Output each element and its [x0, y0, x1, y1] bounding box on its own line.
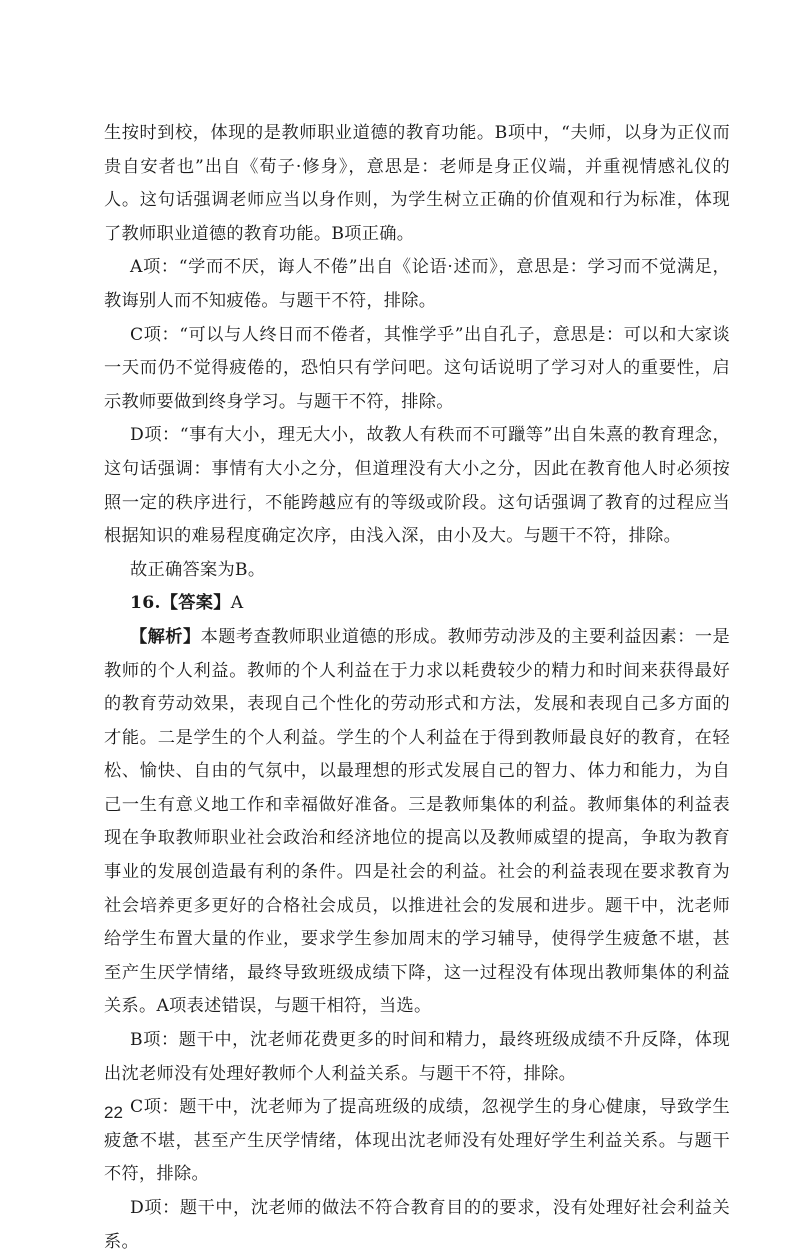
answer-label: 16.【答案】 [130, 593, 231, 614]
paragraph-d-option: D项：“事有大小，理无大小，故教人有秩而不可躐等”出自朱熹的教育理念，这句话强调：事情有大小之分，但道理没有大小之分，因此在教育他人时必须按照一定的秩序进行，不能跨越应有的等级或阶段。这句话强调了教育的过程应当根据知识的难易程度确定次序，由浅入深，由小及大。与题干不符，排除。 [104, 425, 730, 547]
paragraph-a-option: A项：“学而不厌，诲人不倦”出自《论语·述而》，意思是：学习而不觉满足，教诲别人而不知疲倦。与题干不符，排除。 [104, 257, 730, 311]
paragraph-d-option-2: D项：题干中，沈老师的做法不符合教育目的的要求，没有处理好社会利益关系。 [104, 1198, 730, 1252]
analysis-paragraph [104, 621, 730, 1024]
analysis-label: 【解析】 [130, 626, 201, 647]
answer-line [104, 587, 730, 621]
analysis-text: 本题考查教师职业道德的形成。教师劳动涉及的主要利益因素：一是教师的个人利益。教师的个人利益在于力求以耗费较少的精力和时间来获得最好的教育劳动效果，表现自己个性化的劳动形式和方法，发展和表现自己多方面的才能。二是学生的个人利益。学生的个人利益在于得到教师最良好的教育，在轻松、愉快、自由的气氛中，以最理想的形式发展自己的智力、体力和能力，为自己一生有意义地工作和幸福做好准备。三是教师集体的利益。教师集体的利益表现在争取教师职业社会政治和经济地位的提高以及教师威望的提高，争取为教育事业的发展创造最有利的条件。四是社会的利益。社会的利益表现在要求教育为社会培养更多更好的合格社会成员，以推进社会的发展和进步。题干中，沈老师给学生布置大量的作业，要求学生参加周末的学习辅导，使得学生疲惫不堪，甚至产生厌学情绪，最终导致班级成绩下降，这一过程没有体现出教师集体的利益关系。A项表述错误，与题干相符，当选。 [104, 626, 730, 1017]
paragraph-c-option: C项：“可以与人终日而不倦者，其惟学乎”出自孔子，意思是：可以和大家谈一天而仍不觉得疲倦的，恐怕只有学问吧。这句话说明了学习对人的重要性，启示教师要做到终身学习。与题干不符，排除。 [104, 324, 730, 412]
paragraph-b-option-analysis: 生按时到校，体现的是教师职业道德的教育功能。B项中，“夫师，以身为正仪而贵自安者也”出自《荀子·修身》，意思是：老师是身正仪端，并重视情感礼仪的人。这句话强调老师应当以身作则，为学生树立正确的价值观和行为标准，体现了教师职业道德的教育功能。B项正确。 [104, 123, 730, 244]
page-number: 22 [104, 1103, 123, 1122]
paragraph-c-option-2: C项：题干中，沈老师为了提高班级的成绩，忽视学生的身心健康，导致学生疲惫不堪，甚至产生厌学情绪，体现出沈老师没有处理好学生利益关系。与题干不符，排除。 [104, 1097, 730, 1185]
page-body [104, 117, 730, 1259]
paragraph-b-option-2: B项：题干中，沈老师花费更多的时间和精力，最终班级成绩不升反降，体现出沈老师没有处理好教师个人利益关系。与题干不符，排除。 [104, 1030, 730, 1084]
answer-value: A [230, 593, 244, 614]
paragraph-conclusion: 故正确答案为B。 [130, 559, 266, 580]
